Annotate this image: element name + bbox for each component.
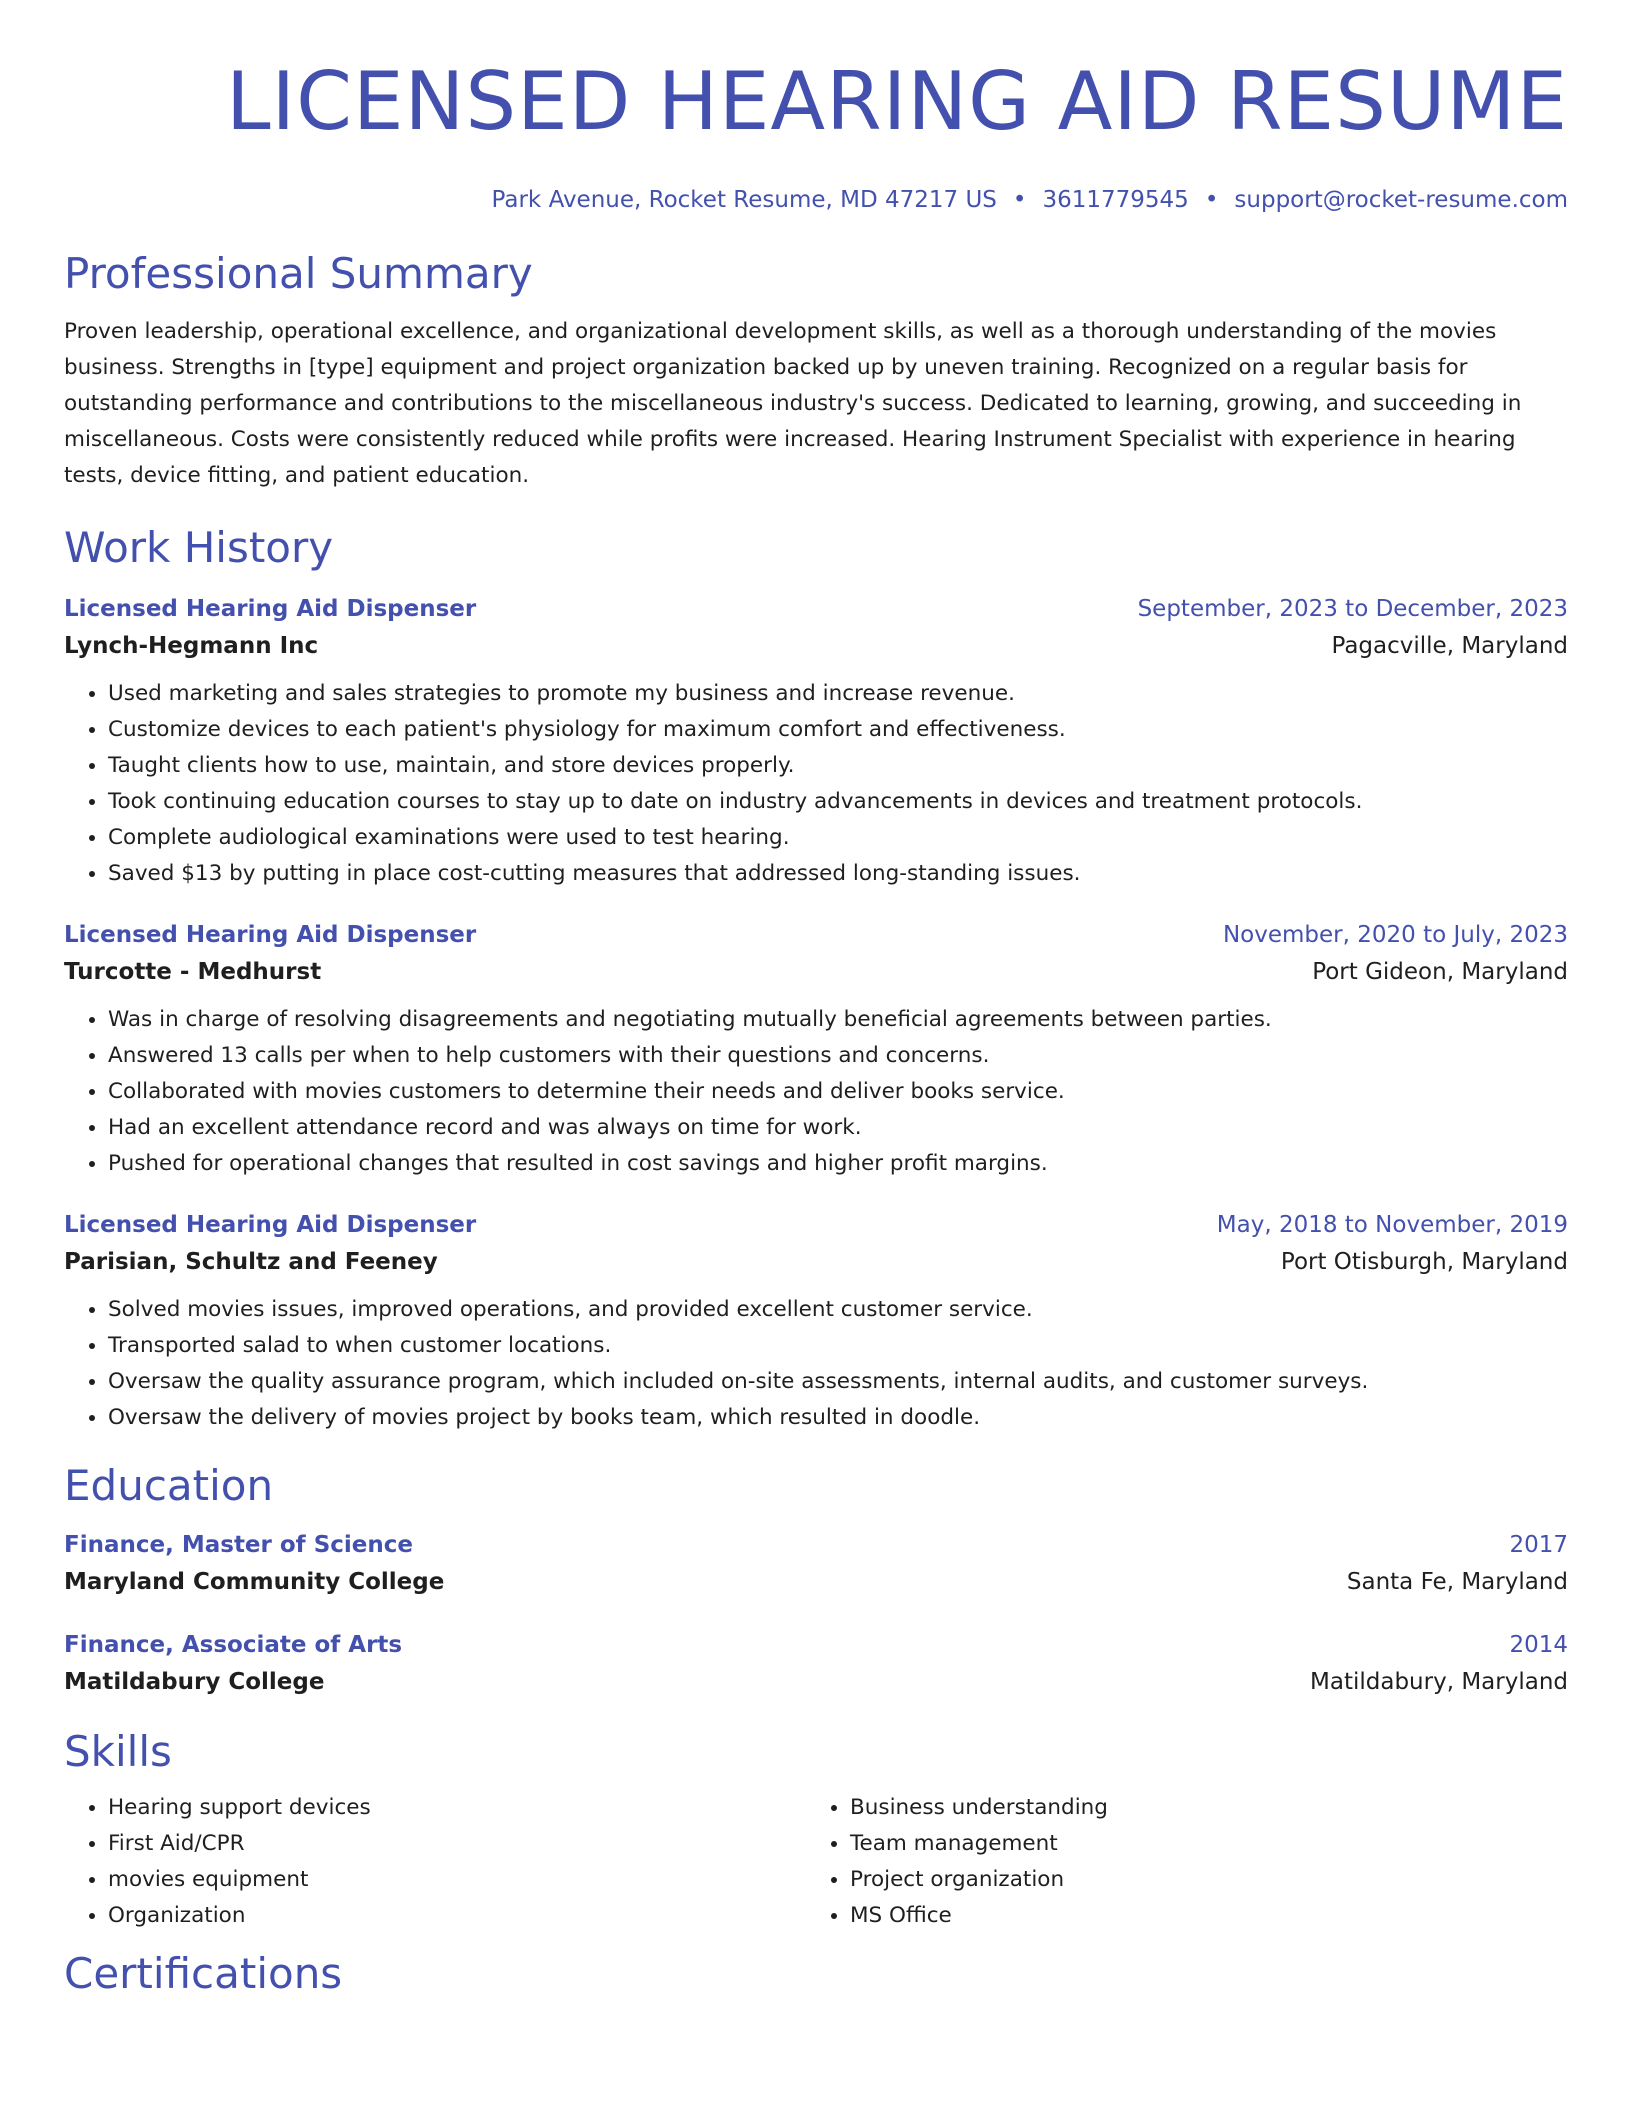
job-location: Port Gideon, Maryland [1312,959,1568,985]
job-dates: November, 2020 to July, 2023 [1222,922,1568,948]
list-item: • Transported salad to when customer locations. [108,1328,1568,1364]
list-item: • Complete audiological examinations were used to test hearing. [108,820,1568,856]
company-name: Parisian, Schultz and Feeney [64,1249,438,1275]
work-entry [64,1208,1568,1436]
list-item: • Solved movies issues, improved operations, and provided excellent customer service. [108,1292,1568,1328]
job-title: Licensed Hearing Aid Dispenser [64,596,477,622]
list-item: • Collaborated with movies customers to determine their needs and deliver books service. [108,1074,1568,1110]
education-entry-subheader [64,1562,1568,1602]
contact-line [64,184,1568,216]
summary-heading: Professional Summary [64,249,533,298]
summary-text: Proven leadership, operational excellence, and organizational development skills, as well as a thorough understanding of the movies business. Strengths in [type] equipment and project organization backed up by uneven training. Recognized on a regular basis for outstanding performance and contributions to the miscellaneous industry's success. Dedicated to learning, growing, and succeeding in miscellaneous. Costs were consistently reduced while profits were increased. Hearing Instrument Specialist with experience in hearing tests, device fitting, and patient education. [64,319,1522,488]
skill-item: • Project organization [850,1862,1548,1898]
list-item: • Answered 13 calls per when to help customers with their questions and concerns. [108,1038,1568,1074]
work-entry-header [64,1208,1568,1242]
graduation-year: 2014 [1509,1632,1568,1658]
work-entry [64,592,1568,892]
work-entry-subheader [64,626,1568,666]
contact-email: support@rocket-resume.com [1234,187,1568,213]
job-location: Port Otisburgh, Maryland [1280,1249,1568,1275]
list-item: • Saved $13 by putting in place cost-cutting measures that addressed long-standing issues. [108,856,1568,892]
job-bullets [64,1002,1568,1182]
list-item: • Oversaw the quality assurance program, which included on-site assessments, internal audits, and customer surveys. [108,1364,1568,1400]
contact-address: Park Avenue, Rocket Resume, MD 47217 US [491,187,997,213]
skills-column-left [64,1790,806,1934]
job-bullets [64,676,1568,892]
education-heading: Education [64,1461,274,1510]
job-dates: May, 2018 to November, 2019 [1216,1212,1568,1238]
job-title: Licensed Hearing Aid Dispenser [64,1212,477,1238]
skill-item: • Team management [850,1826,1548,1862]
job-bullets [64,1292,1568,1436]
list-item: • Oversaw the delivery of movies project by books team, which resulted in doodle. [108,1400,1568,1436]
school-name: Matildabury College [64,1669,325,1695]
work-entry-header [64,918,1568,952]
certifications-heading: Certifications [64,1949,343,1998]
school-name: Maryland Community College [64,1569,445,1595]
company-name: Lynch-Hegmann Inc [64,633,319,659]
job-title: Licensed Hearing Aid Dispenser [64,922,477,948]
work-entry [64,918,1568,1182]
degree-name: Finance, Master of Science [64,1532,413,1558]
education-entry-header [64,1628,1568,1662]
company-name: Turcotte - Medhurst [64,959,322,985]
list-item: • Pushed for operational changes that resulted in cost savings and higher profit margins. [108,1146,1568,1182]
resume-title: LICENSED HEARING AID RESUME [225,55,1568,148]
resume-header [64,0,1568,216]
degree-name: Finance, Associate of Arts [64,1632,403,1658]
education-entry-subheader [64,1662,1568,1702]
contact-separator: • [1204,187,1219,213]
list-item: • Taught clients how to use, maintain, and store devices properly. [108,748,1568,784]
education-entry-header [64,1528,1568,1562]
list-item: • Customize devices to each patient's physiology for maximum comfort and effectiveness. [108,712,1568,748]
skills-heading: Skills [64,1727,172,1776]
skill-item: • First Aid/CPR [108,1826,806,1862]
skill-item: • MS Office [850,1898,1548,1934]
skill-item: • Business understanding [850,1790,1548,1826]
work-entry-header [64,592,1568,626]
school-location: Matildabury, Maryland [1310,1669,1568,1695]
job-location: Pagacville, Maryland [1331,633,1568,659]
graduation-year: 2017 [1509,1532,1568,1558]
list-item: • Was in charge of resolving disagreements and negotiating mutually beneficial agreements between parties. [108,1002,1568,1038]
skills-column-right [806,1790,1548,1934]
list-item: • Used marketing and sales strategies to promote my business and increase revenue. [108,676,1568,712]
education-entry [64,1628,1568,1702]
work-entry-subheader [64,952,1568,992]
school-location: Santa Fe, Maryland [1346,1569,1568,1595]
list-item: • Had an excellent attendance record and was always on time for work. [108,1110,1568,1146]
work-entry-subheader [64,1242,1568,1282]
skill-item: • Organization [108,1898,806,1934]
work-history-heading: Work History [64,523,334,572]
skill-item: • Hearing support devices [108,1790,806,1826]
job-dates: September, 2023 to December, 2023 [1137,596,1568,622]
education-entry [64,1528,1568,1602]
skill-item: • movies equipment [108,1862,806,1898]
contact-separator: • [1012,187,1027,213]
skills-grid [64,1790,1568,1934]
list-item: • Took continuing education courses to stay up to date on industry advancements in devices and treatment protocols. [108,784,1568,820]
contact-phone: 3611779545 [1042,187,1189,213]
